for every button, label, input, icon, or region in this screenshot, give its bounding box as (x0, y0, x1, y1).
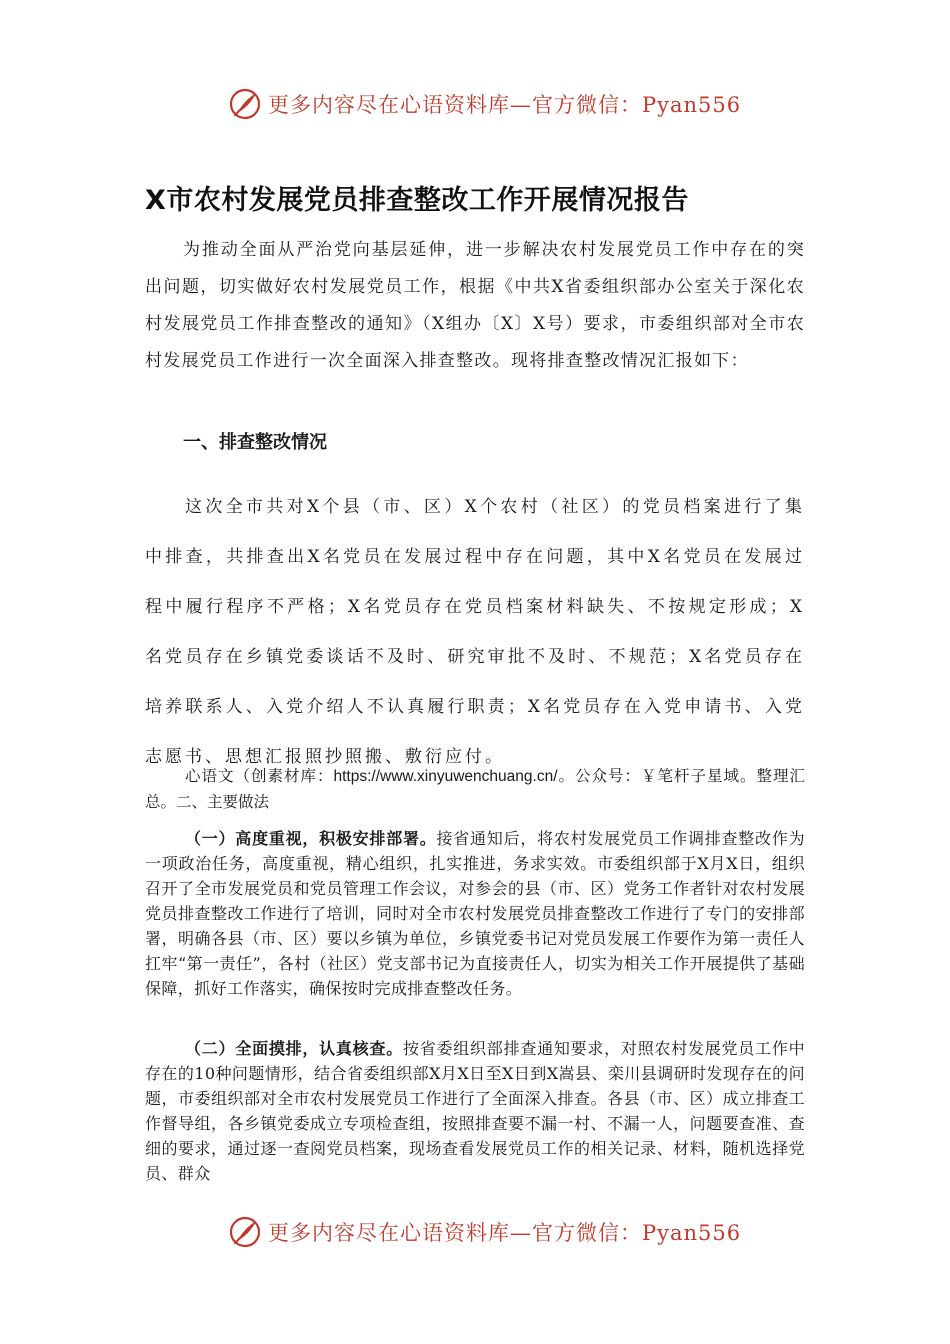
method-item-1-body: 接省通知后，将农村发展党员工作调排查整改作为一项政治任务，高度重视，精心组织，扎实推进，务求实效。市委组织部于X月X日，组织召开了全市发展党员和党员管理工作会议，对参会的县（市、区）党务工作者针对农村发展党员排查整改工作进行了培训，同时对全市农村发展党员排查整改工作进行了专门的安排部署，明确各县（市、区）要以乡镇为单位，乡镇党委书记对党员发展工作要作为第一责任人扛牢“第一责任”，各村（社区）党支部书记为直接责任人，切实为相关工作开展提供了基础保障，抓好工作落实，确保按时完成排查整改任务。 (145, 829, 805, 998)
section-heading-1: 一、排查整改情况 (183, 432, 327, 453)
method-item-2-body: 按省委组织部排查通知要求，对照农村发展党员工作中存在的10种问题情形，结合省委组织部X月X日至X日到X嵩县、栾川县调研时发现存在的问题，市委组织部对全市农村发展党员工作进行了全面深入排查。各县（市、区）成立排查工作督导组，各乡镇党委成立专项检查组，按照排查要不漏一村、不漏一人，问题要查准、查细的要求，通过逐一查阅党员档案，现场查看发展党员工作的相关记录、材料，随机选择党员、群众 (145, 1039, 805, 1183)
source-note: 心语文（创素材库：https://www.xinyuwenchuang.cn/。公众号：￥笔杆子星域。整理汇总。二、主要做法 (145, 768, 805, 811)
method-item-1-lead: （一）高度重视，积极安排部署。 (185, 829, 437, 848)
header-banner (228, 84, 741, 124)
method-item-2-lead: （二）全面摸排，认真核查。 (185, 1039, 403, 1058)
document-title: X市农村发展党员排查整改工作开展情况报告 (145, 185, 689, 216)
method-item-2 (145, 1036, 805, 1186)
footer-banner (228, 1212, 741, 1252)
quill-logo-icon (228, 87, 262, 121)
method-item-1 (145, 826, 805, 1001)
intro-paragraph: 为推动全面从严治党向基层延伸，进一步解决农村发展党员工作中存在的突出问题，切实做好农村发展党员工作，根据《中共X省委组织部办公室关于深化农村发展党员工作排查整改的通知》（X组办〔X〕X号）要求，市委组织部对全市农村发展党员工作进行一次全面深入排查整改。现将排查整改情况汇报如下： (145, 240, 805, 371)
banner-text: 更多内容尽在心语资料库—官方微信：Pyan556 (268, 93, 742, 117)
quill-logo-icon (228, 1215, 262, 1249)
banner-text: 更多内容尽在心语资料库—官方微信：Pyan556 (268, 1221, 742, 1245)
section1-body: 这次全市共对X个县（市、区）X个农村（社区）的党员档案进行了集中排查，共排查出X名党员在发展过程中存在问题，其中X名党员在发展过程中履行程序不严格；X名党员存在党员档案材料缺失、不按规定形成；X名党员存在乡镇党委谈话不及时、研究审批不及时、不规范；X名党员存在培养联系人、入党介绍人不认真履行职责；X名党员存在入党申请书、入党志愿书、思想汇报照抄照搬、敷衍应付。 (145, 497, 805, 767)
